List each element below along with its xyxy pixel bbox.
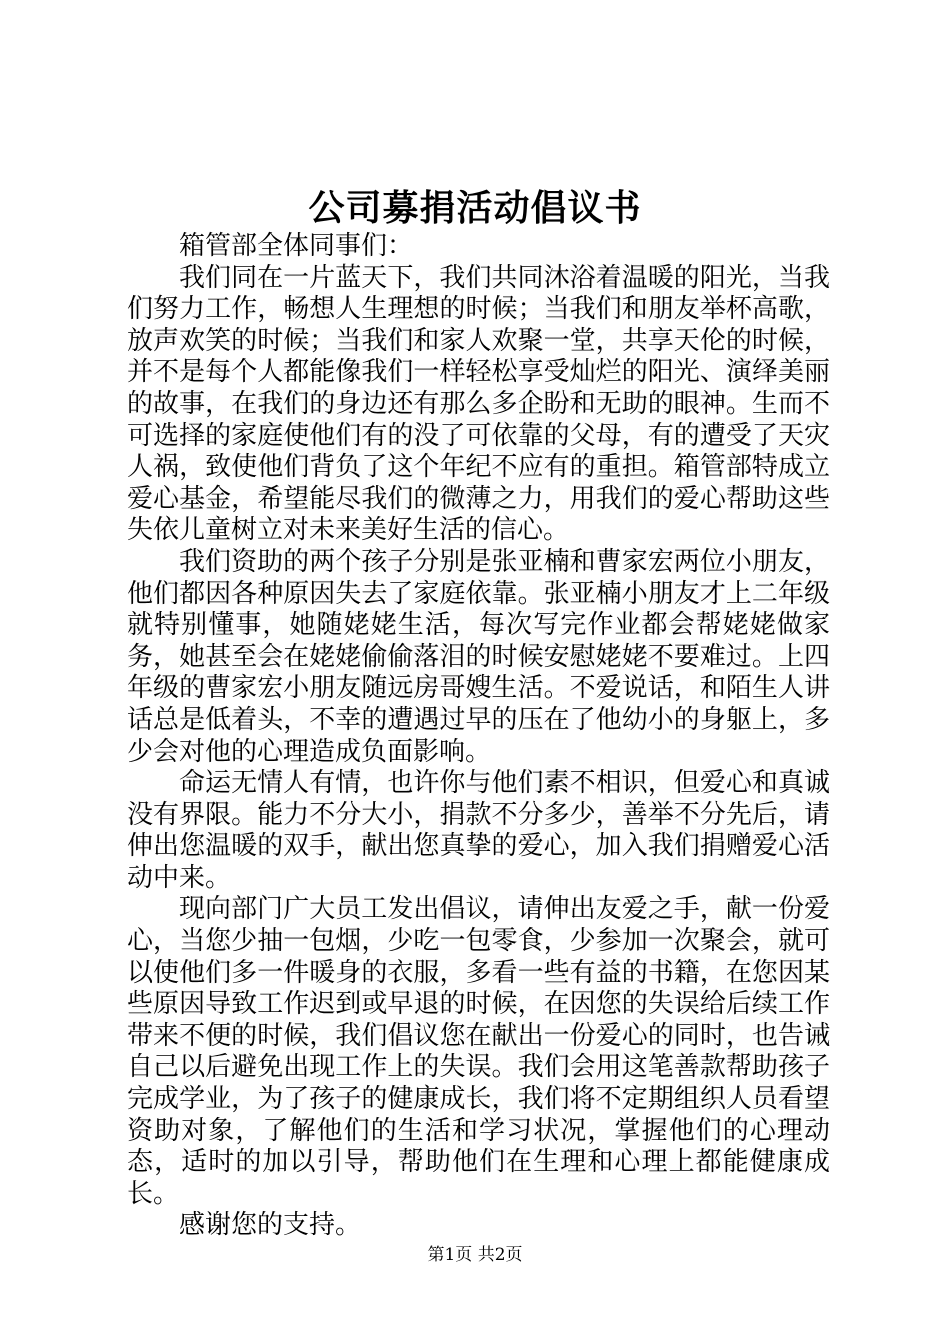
salutation: 箱管部全体同事们： (179, 231, 414, 261)
document-body (127, 231, 830, 1242)
page-number-footer: 第1页 共2页 (427, 1245, 523, 1265)
body-paragraph-2: 我们资助的两个孩子分别是张亚楠和曹家宏两位小朋友，他们都因各种原因失去了家庭依靠。张亚楠小朋友才上二年级就特别懂事，她随姥姥生活，每次写完作业都会帮姥姥做家务，她甚至会在姥姥偷偷落泪的时候安慰姥姥不要难过。上四年级的曹家宏小朋友随远房哥嫂生活。不爱说话，和陌生人讲话总是低着头，不幸的遭遇过早的压在了他幼小的身躯上，多少会对他的心理造成负面影响。 (127, 546, 830, 767)
body-paragraph-4: 现向部门广大员工发出倡议，请伸出友爱之手，献一份爱心，当您少抽一包烟，少吃一包零食，少参加一次聚会，就可以使他们多一件暖身的衣服，多看一些有益的书籍，在您因某些原因导致工作迟到或早退的时候，在因您的失误给后续工作带来不便的时候，我们倡议您在献出一份爱心的同时，也告诫自己以后避免出现工作上的失误。我们会用这笔善款帮助孩子完成学业，为了孩子的健康成长，我们将不定期组织人员看望资助对象，了解他们的生活和学习状况，掌握他们的心理动态，适时的加以引导，帮助他们在生理和心理上都能健康成长。 (127, 894, 830, 1209)
body-paragraph-1: 我们同在一片蓝天下，我们共同沐浴着温暖的阳光，当我们努力工作，畅想人生理想的时候；当我们和朋友举杯高歌，放声欢笑的时候；当我们和家人欢聚一堂，共享天伦的时候，并不是每个人都能像我们一样轻松享受灿烂的阳光、演绎美丽的故事，在我们的身边还有那么多企盼和无助的眼神。生而不可选择的家庭使他们有的没了可依靠的父母，有的遭受了天灾人祸，致使他们背负了这个年纪不应有的重担。箱管部特成立爱心基金，希望能尽我们的微薄之力，用我们的爱心帮助这些失依儿童树立对未来美好生活的信心。 (127, 262, 830, 546)
document-title: 公司募捐活动倡议书 (308, 187, 642, 229)
body-paragraph-3: 命运无情人有情，也许你与他们素不相识，但爱心和真诚没有界限。能力不分大小，捐款不分多少，善举不分先后，请伸出您温暖的双手，献出您真挚的爱心，加入我们捐赠爱心活动中来。 (127, 768, 830, 893)
closing-line: 感谢您的支持。 (179, 1210, 362, 1241)
